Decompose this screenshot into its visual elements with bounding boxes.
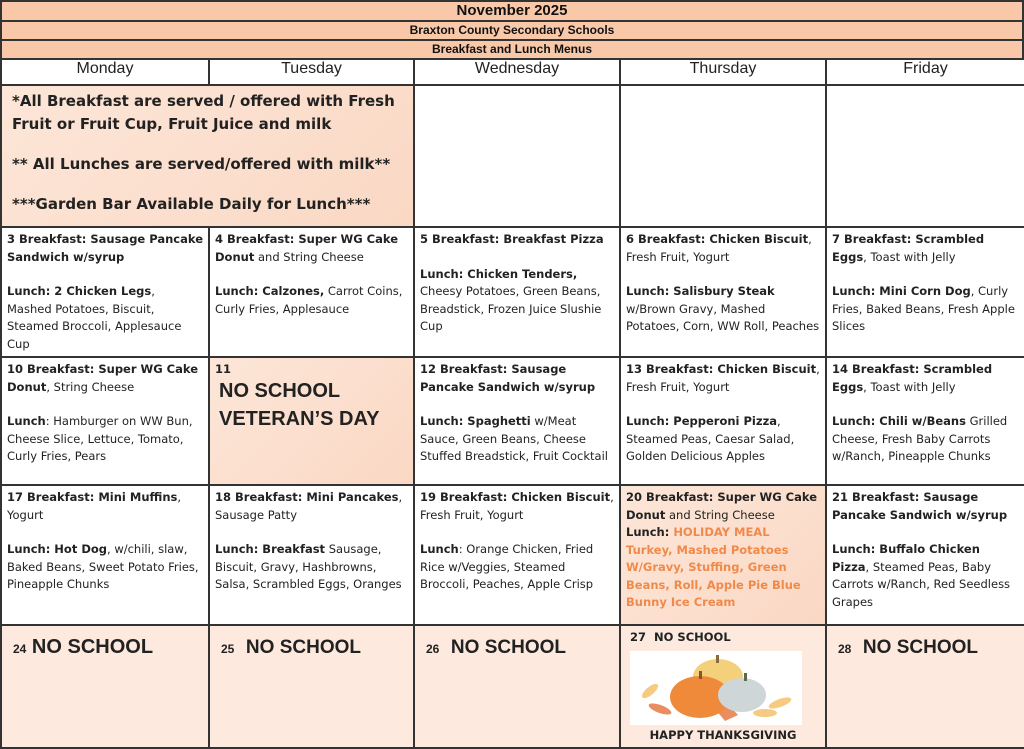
lunch-sides: , Curly Fries, Baked Beans, Fresh Apple Slices: [832, 284, 1015, 333]
header-friday: Friday: [826, 59, 1024, 85]
lunch-sides: : Orange Chicken, Fried Rice w/Veggies, Steamed Broccoli, Peaches, Apple Crisp: [420, 542, 594, 591]
day-cell-19: [414, 485, 620, 625]
lunch-sides: , Steamed Peas, Baby Carrots w/Ranch, Red Seedless Grapes: [832, 559, 1011, 609]
breakfast-sides: , Fresh Fruit, Yogurt: [626, 362, 820, 394]
breakfast-main: 13 Breakfast: Chicken Biscuit: [626, 362, 817, 376]
day-number: 27: [630, 630, 647, 644]
lunch-menu: [7, 283, 203, 353]
menu-notes: [1, 85, 414, 227]
breakfast-menu: [626, 489, 820, 524]
lunch-main: Lunch: Chicken Tenders,: [420, 266, 578, 281]
breakfast-main: 7 Breakfast: Scrambled Eggs: [832, 232, 985, 264]
breakfast-menu: [420, 361, 614, 396]
header-wednesday: Wednesday: [414, 59, 620, 85]
day-cell-4: [209, 227, 414, 357]
day-number: 26: [426, 642, 440, 656]
breakfast-menu: [832, 361, 1019, 396]
breakfast-main: 18 Breakfast: Mini Pancakes: [215, 490, 399, 504]
lunch-sides: Grilled Cheese, Fresh Baby Carrots w/Ranch, Pineapple Chunks: [832, 414, 1008, 463]
day-cell-28: [826, 625, 1024, 748]
pumpkins-image: [630, 651, 802, 725]
lunch-main: Lunch: [7, 414, 46, 428]
lunch-menu: [626, 283, 820, 336]
day-cell-13: [620, 357, 826, 485]
breakfast-sides: , Fresh Fruit, Yogurt: [626, 232, 812, 264]
pumpkin-icon: [630, 651, 802, 725]
day-cell-17: [1, 485, 209, 625]
day-cell-6: [620, 227, 826, 357]
lunch-main: Lunch: Pepperoni Pizza: [626, 414, 778, 428]
lunch-menu: [215, 541, 408, 594]
empty-cell: [414, 85, 620, 227]
day-cell-12: [414, 357, 620, 485]
breakfast-sides: , Toast with Jelly: [863, 249, 956, 264]
lunch-sides: Cheesy Potatoes, Green Beans, Breadstick, Frozen Juice Slushie Cup: [420, 284, 602, 333]
breakfast-sides: , Toast with Jelly: [863, 379, 956, 394]
school-name: Braxton County Secondary Schools: [0, 20, 1024, 39]
day-cell-14: [826, 357, 1024, 485]
lunch-menu: [626, 524, 820, 612]
lunch-main: Lunch: Spaghetti: [420, 414, 531, 428]
lunch-sides: w/Brown Gravy, Mashed Potatoes, Corn, WW Roll, Peaches: [626, 301, 820, 333]
lunch-main: Lunch: 2 Chicken Legs: [7, 284, 152, 298]
day-cell-25: [209, 625, 414, 748]
breakfast-sides: , Yogurt: [7, 490, 182, 522]
day-number: 24: [13, 642, 27, 656]
no-school-label: NO SCHOOL: [862, 637, 978, 658]
lunch-sides: : Hamburger on WW Bun, Cheese Slice, Lettuce, Tomato, Curly Fries, Pears: [7, 414, 193, 463]
breakfast-main: 6 Breakfast: Chicken Biscuit: [626, 232, 809, 246]
breakfast-main: 3 Breakfast: Sausage Pancake Sandwich w/syrup: [7, 232, 204, 264]
no-school-label: NO SCHOOL: [450, 637, 566, 658]
lunch-sides: Sausage, Biscuit, Gravy, Hashbrowns, Salsa, Scrambled Eggs, Oranges: [215, 542, 402, 591]
breakfast-main: 20 Breakfast: Super WG Cake Donut: [626, 490, 818, 522]
lunch-menu: [420, 413, 614, 466]
breakfast-menu: [626, 361, 820, 396]
lunch-menu: [832, 541, 1019, 611]
lunch-main: Lunch: Salisbury Steak: [626, 284, 775, 298]
lunch-menu: [7, 413, 203, 466]
lunch-menu: [420, 541, 614, 594]
day-cell-10: [1, 357, 209, 485]
day-cell-21: [826, 485, 1024, 625]
breakfast-main: 21 Breakfast: Sausage Pancake Sandwich w/syrup: [832, 490, 1008, 522]
breakfast-menu: [7, 231, 203, 266]
lunch-menu: [832, 413, 1019, 466]
lunch-main: Lunch: Buffalo Chicken Pizza: [832, 542, 980, 574]
day-cell-20: [620, 485, 826, 625]
menu-subtitle: Breakfast and Lunch Menus: [0, 39, 1024, 58]
empty-cell: [826, 85, 1024, 227]
weekday-header-row: [1, 59, 1024, 85]
lunch-main: Lunch: Calzones,: [215, 284, 325, 298]
breakfast-sides: and String Cheese: [254, 249, 364, 264]
garden-bar-note: ***Garden Bar Available Daily for Lunch***: [12, 195, 371, 213]
lunch-menu: [832, 283, 1019, 336]
breakfast-menu: [215, 489, 408, 524]
breakfast-menu: [832, 231, 1019, 266]
day-cell-24: [1, 625, 209, 748]
lunch-sides: , Mashed Potatoes, Biscuit, Steamed Broccoli, Applesauce Cup: [7, 284, 182, 351]
lunch-main: Lunch:: [626, 525, 674, 539]
lunch-sides: w/Meat Sauce, Green Beans, Cheese Stuffed Breadstick, Fruit Cocktail: [420, 414, 608, 463]
no-school-label: NO SCHOOL: [31, 636, 154, 658]
breakfast-sides: , Sausage Patty: [215, 490, 403, 522]
breakfast-menu: [7, 361, 203, 396]
day-number: 28: [838, 642, 852, 656]
header-monday: Monday: [1, 59, 209, 85]
breakfast-main: 12 Breakfast: Sausage Pancake Sandwich w/syrup: [420, 362, 596, 394]
month-title: November 2025: [0, 0, 1024, 20]
breakfast-main: 10 Breakfast: Super WG Cake Donut: [7, 362, 199, 394]
lunch-sides: , w/chili, slaw, Baked Beans, Sweet Potato Fries, Pineapple Chunks: [7, 542, 199, 591]
header-thursday: Thursday: [620, 59, 826, 85]
lunch-menu: [626, 413, 820, 466]
breakfast-main: 14 Breakfast: Scrambled Eggs: [832, 362, 993, 394]
no-school-label: NO SCHOOL: [654, 630, 731, 644]
breakfast-sides: , Fresh Fruit, Yogurt: [420, 490, 614, 522]
lunch-note: ** All Lunches are served/offered with milk**: [12, 155, 391, 173]
menu-calendar: [0, 58, 1024, 749]
breakfast-main: 5 Breakfast: Breakfast Pizza: [420, 232, 604, 246]
breakfast-menu: [215, 231, 408, 266]
breakfast-menu: [7, 489, 203, 524]
day-cell-3: [1, 227, 209, 357]
day-number: 25: [221, 642, 235, 656]
breakfast-menu: [420, 231, 614, 249]
lunch-menu: [420, 266, 614, 336]
no-school-label: NO SCHOOL VETERAN’S DAY: [219, 379, 380, 430]
lunch-sides: , Steamed Peas, Caesar Salad, Golden Delicious Apples: [626, 414, 795, 463]
breakfast-menu: [832, 489, 1019, 524]
thanksgiving-caption: HAPPY THANKSGIVING: [649, 727, 797, 742]
lunch-sides: HOLIDAY MEAL Turkey, Mashed Potatoes W/Gravy, Stuffing, Green Beans, Roll, Apple Pie Blue Bunny Ice Cream: [626, 525, 801, 609]
empty-cell: [620, 85, 826, 227]
breakfast-sides: and String Cheese: [665, 507, 775, 522]
lunch-main: Lunch: Hot Dog: [7, 542, 108, 556]
day-cell-26: [414, 625, 620, 748]
day-cell-11: [209, 357, 414, 485]
day-cell-18: [209, 485, 414, 625]
breakfast-menu: [420, 489, 614, 524]
lunch-menu: [215, 283, 408, 318]
lunch-sides: Carrot Coins, Curly Fries, Applesauce: [215, 284, 403, 316]
day-cell-5: [414, 227, 620, 357]
breakfast-sides: , String Cheese: [46, 379, 135, 394]
day-cell-7: [826, 227, 1024, 357]
breakfast-main: 19 Breakfast: Chicken Biscuit: [420, 490, 611, 504]
no-school-label: NO SCHOOL: [245, 637, 361, 658]
breakfast-note: *All Breakfast are served / offered with Fresh Fruit or Fruit Cup, Fruit Juice and milk: [12, 92, 395, 133]
breakfast-menu: [626, 231, 820, 266]
day-cell-27: [620, 625, 826, 748]
breakfast-main: 17 Breakfast: Mini Muffins: [7, 490, 178, 504]
header-tuesday: Tuesday: [209, 59, 414, 85]
lunch-menu: [7, 541, 203, 594]
lunch-main: Lunch: Breakfast: [215, 542, 326, 556]
lunch-main: Lunch: [420, 542, 459, 556]
lunch-main: Lunch: Mini Corn Dog: [832, 284, 971, 298]
day-number: 11: [215, 362, 232, 376]
lunch-main: Lunch: Chili w/Beans: [832, 414, 966, 428]
breakfast-main: 4 Breakfast: Super WG Cake Donut: [215, 232, 399, 264]
